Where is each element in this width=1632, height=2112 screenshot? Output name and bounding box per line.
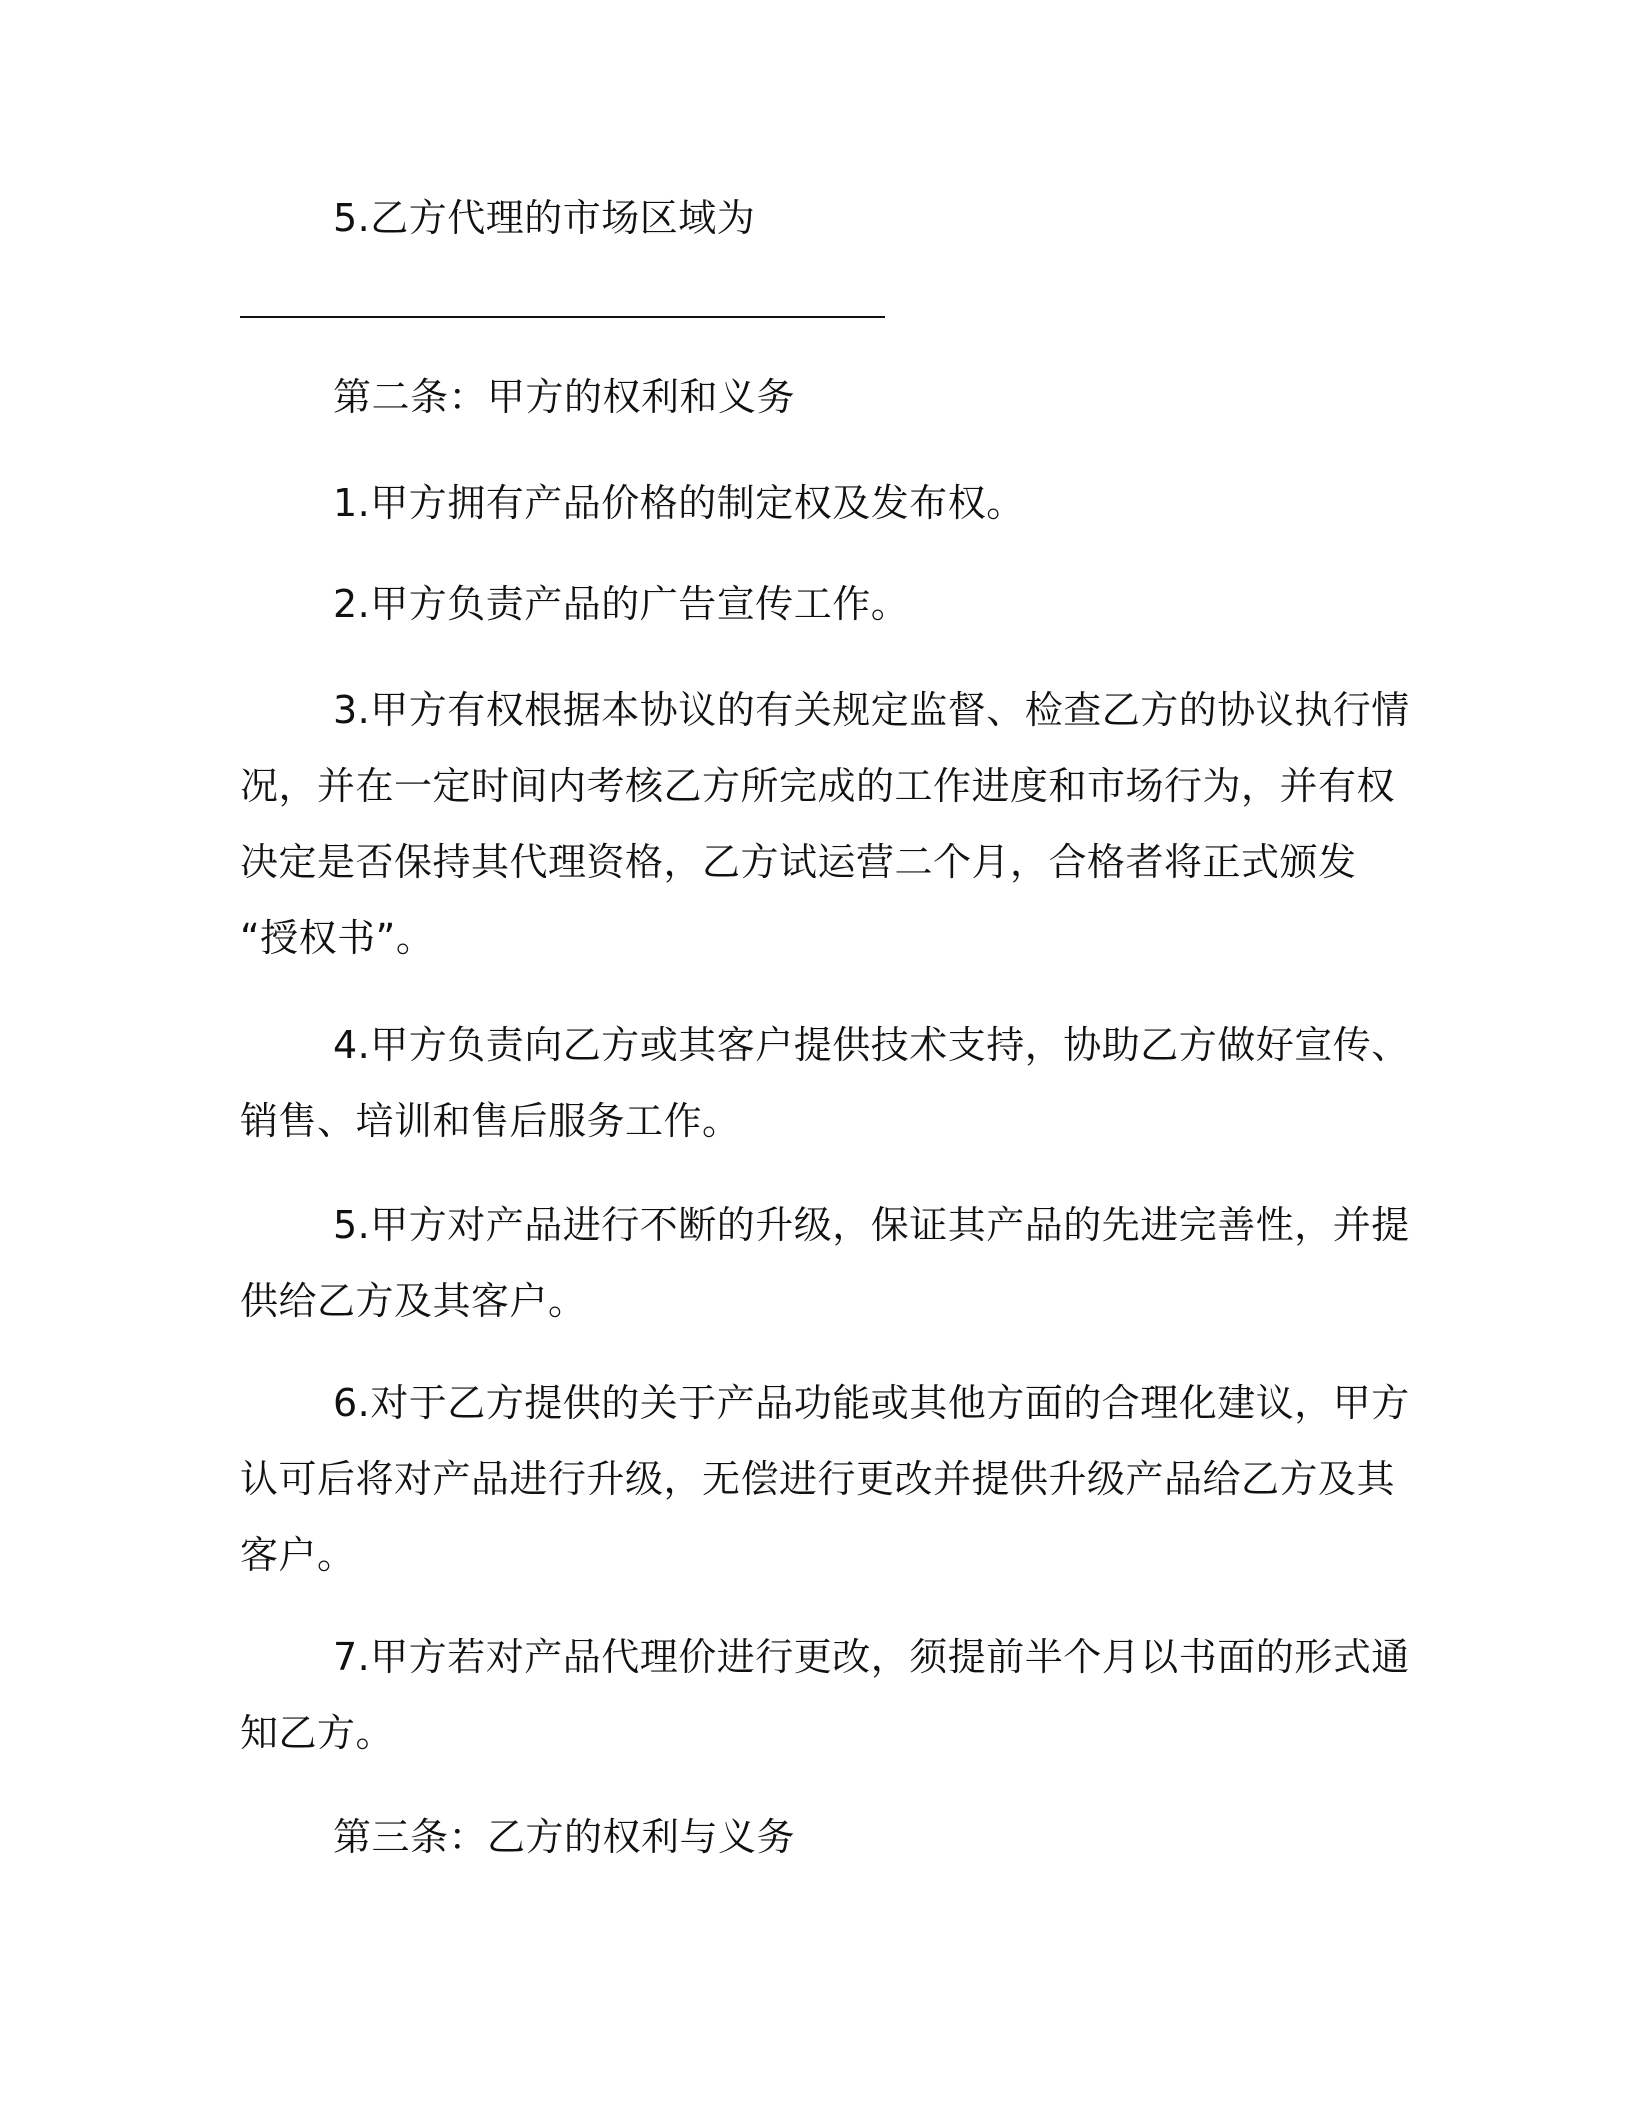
clause-1-line: 1.甲方拥有产品价格的制定权及发布权。 [333,481,1025,525]
clause-2-line: 2.甲方负责产品的广告宣传工作。 [333,582,910,626]
clause-4-line-1: 4.甲方负责向乙方或其客户提供技术支持，协助乙方做好宣传、 [333,1023,1410,1067]
clause-7-line-2: 知乙方。 [240,1711,395,1755]
clause-6-line-3: 客户。 [240,1533,356,1577]
section-heading-2: 第二条：甲方的权利和义务 [333,375,796,419]
clause-6-line-1: 6.对于乙方提供的关于产品功能或其他方面的合理化建议，甲方 [333,1381,1410,1425]
clause-3-line-1: 3.甲方有权根据本协议的有关规定监督、检查乙方的协议执行情 [333,688,1410,732]
clause-4-line-2: 销售、培训和售后服务工作。 [240,1099,741,1143]
clause-5-market-area: 5.乙方代理的市场区域为 [333,196,756,240]
clause-3-line-2: 况，并在一定时间内考核乙方所完成的工作进度和市场行为，并有权 [240,764,1396,808]
clause-7-line-1: 7.甲方若对产品代理价进行更改，须提前半个月以书面的形式通 [333,1635,1410,1679]
clause-6-line-2: 认可后将对产品进行升级，无偿进行更改并提供升级产品给乙方及其 [240,1457,1396,1501]
clause-5-line-1: 5.甲方对产品进行不断的升级，保证其产品的先进完善性，并提 [333,1203,1410,1247]
clause-3-line-3: 决定是否保持其代理资格，乙方试运营二个月，合格者将正式颁发 [240,840,1357,884]
clause-3-line-4: “授权书”。 [240,916,435,960]
section-heading-3: 第三条：乙方的权利与义务 [333,1815,796,1859]
fill-in-blank-line [240,316,885,318]
clause-5-line-2: 供给乙方及其客户。 [240,1279,587,1323]
